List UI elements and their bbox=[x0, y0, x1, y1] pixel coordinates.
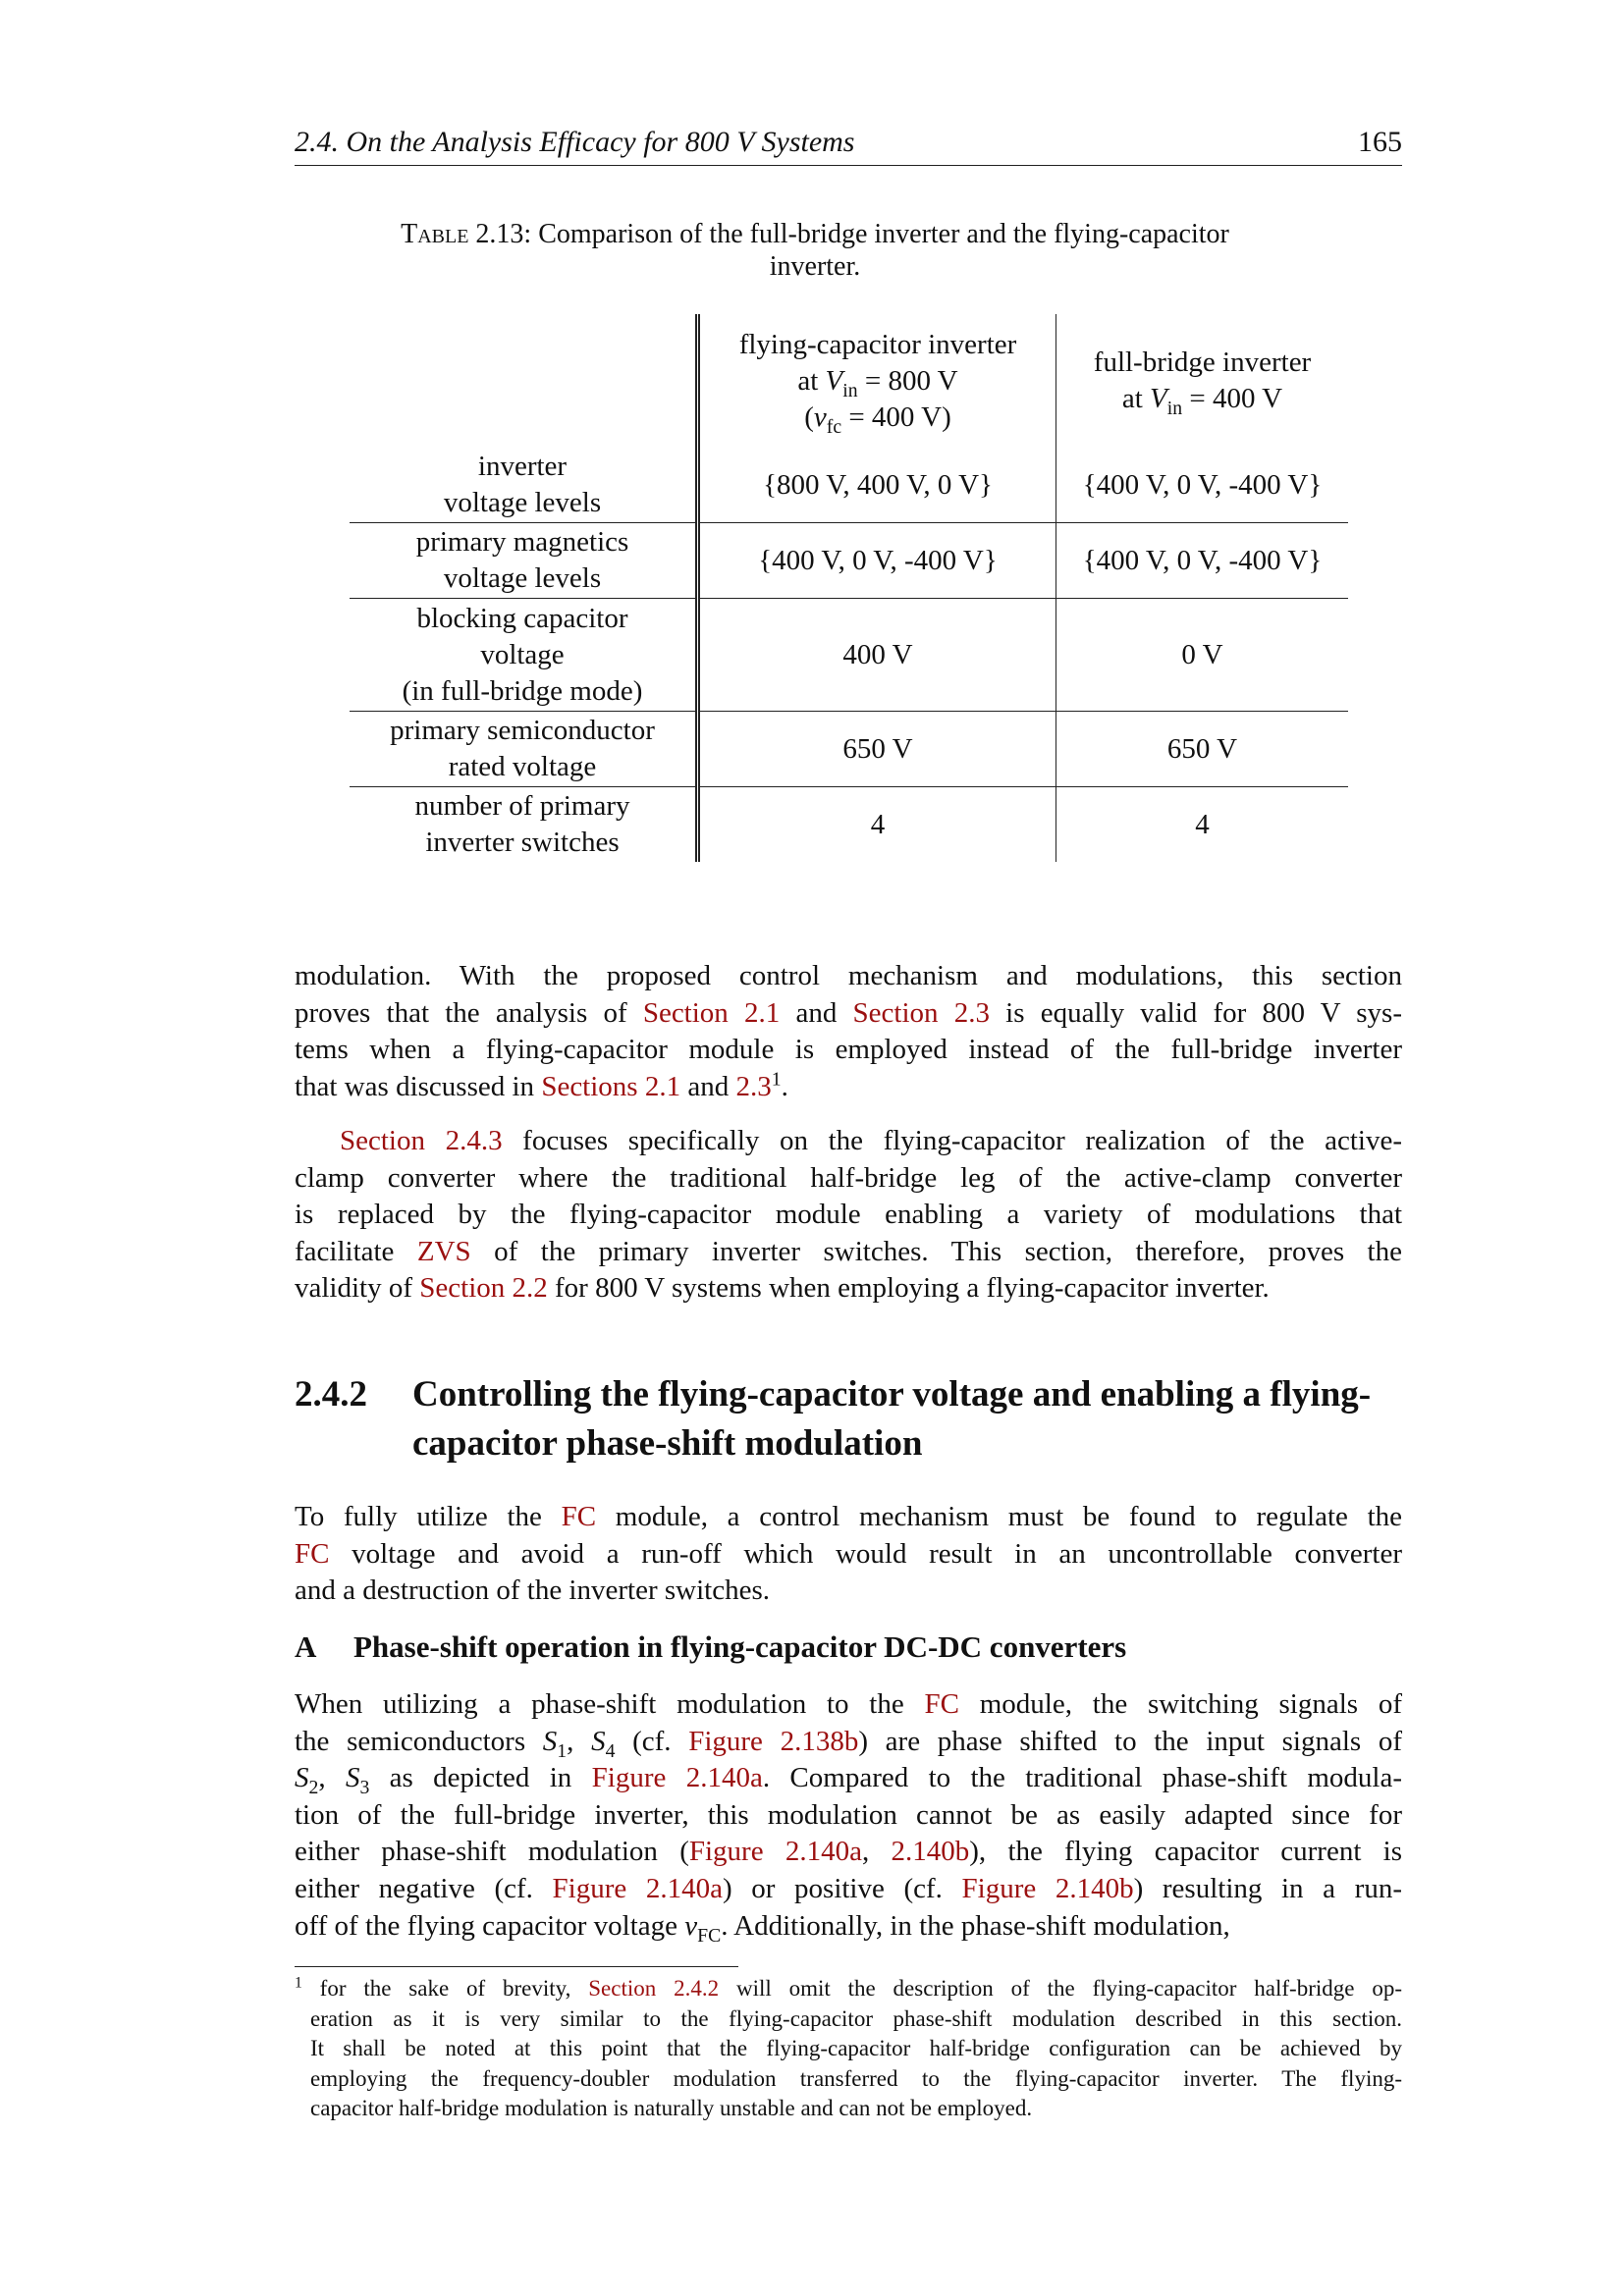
subsection-number: A bbox=[295, 1629, 317, 1664]
cross-reference-link[interactable]: Section 2.4.3 bbox=[340, 1125, 503, 1156]
text-run: validity of bbox=[295, 1272, 420, 1305]
paragraph-3 bbox=[295, 1499, 1402, 1610]
text-run: eration as it is very similar to the flying-capacitor phase-shift modulation described in this section. bbox=[310, 2005, 1402, 2031]
table-header-row bbox=[350, 314, 1348, 448]
text-run: is equally valid for 800 V sys- bbox=[989, 996, 1402, 1029]
text-line bbox=[295, 1032, 1402, 1069]
cross-reference-link[interactable]: ZVS bbox=[416, 1235, 471, 1267]
text-run: is replaced by the flying-capacitor module enabling a variety of modulations that bbox=[295, 1199, 1402, 1231]
text-line bbox=[295, 1573, 1402, 1610]
text-run: facilitate bbox=[295, 1235, 417, 1267]
text-line bbox=[295, 1160, 1402, 1198]
math-symbol: V bbox=[825, 364, 843, 397]
section-title: Controlling the flying-capacitor voltage and enabling a flying-capacitor phase-shift modulation bbox=[412, 1374, 1372, 1464]
math-symbol: S bbox=[345, 1762, 360, 1794]
cross-reference-link[interactable]: Section 2.2 bbox=[419, 1272, 548, 1305]
text-line bbox=[295, 958, 1402, 995]
text-run: clamp converter where the traditional half-bridge leg of the active-clamp converter bbox=[295, 1161, 1402, 1194]
text-run: for 800 V systems when employing a flying-capacitor inverter. bbox=[547, 1272, 1270, 1305]
cell-flying-capacitor: 650 V bbox=[698, 712, 1056, 787]
text-line bbox=[295, 1974, 1402, 2004]
text-run: of the primary inverter switches. This section, therefore, proves the bbox=[470, 1235, 1402, 1267]
text-run: either phase-shift modulation ( bbox=[295, 1836, 689, 1868]
text-run: ( bbox=[804, 400, 814, 433]
text-line bbox=[295, 1234, 1402, 1271]
cell-flying-capacitor: {800 V, 400 V, 0 V} bbox=[698, 448, 1056, 523]
text-run: and bbox=[680, 1070, 736, 1102]
subscript: 2 bbox=[308, 1776, 319, 1798]
subscript: 3 bbox=[359, 1776, 370, 1798]
running-header-title: 2.4. On the Analysis Efficacy for 800 V Systems bbox=[295, 126, 855, 158]
text-line bbox=[295, 1834, 1402, 1871]
cell-full-bridge: {400 V, 0 V, -400 V} bbox=[1056, 523, 1349, 599]
text-line bbox=[295, 1499, 1402, 1536]
text-line bbox=[295, 1871, 1402, 1908]
text-line bbox=[295, 995, 1402, 1033]
subscript: in bbox=[842, 379, 858, 401]
text-line bbox=[295, 1069, 1402, 1106]
text-line bbox=[295, 1536, 1402, 1574]
text-run: ), the flying capacitor current is bbox=[969, 1836, 1402, 1868]
text-run: inverter bbox=[477, 451, 568, 482]
text-line bbox=[295, 2094, 1402, 2124]
text-run: module, the switching signals of bbox=[958, 1688, 1402, 1720]
subscript: in bbox=[1166, 397, 1183, 419]
math-symbol: S bbox=[542, 1725, 558, 1757]
table-caption-text: Comparison of the full-bridge inverter and the flying-capacitor inverter. bbox=[531, 219, 1229, 282]
text-run: primary semiconductor bbox=[390, 715, 655, 746]
subscript: 1 bbox=[557, 1739, 568, 1762]
text-run: for the sake of brevity, bbox=[301, 1976, 589, 2001]
text-run: ) or positive (cf. bbox=[722, 1872, 962, 1904]
cell-flying-capacitor: {400 V, 0 V, -400 V} bbox=[698, 523, 1056, 599]
text-line bbox=[295, 2064, 1402, 2095]
section-number: 2.4.2 bbox=[295, 1374, 367, 1415]
text-run: inverter switches bbox=[425, 827, 620, 858]
paragraph-4 bbox=[295, 1686, 1402, 1945]
superscript: 1 bbox=[295, 1974, 302, 1992]
text-run: at bbox=[797, 364, 826, 397]
table-row bbox=[350, 787, 1348, 863]
row-label bbox=[350, 523, 698, 599]
text-run: = 400 V) bbox=[841, 400, 951, 433]
text-run: When utilizing a phase-shift modulation to the bbox=[295, 1688, 925, 1720]
text-line bbox=[295, 2004, 1402, 2035]
text-run: blocking capacitor bbox=[416, 602, 628, 634]
cross-reference-link[interactable]: FC bbox=[295, 1537, 330, 1570]
math-symbol: V bbox=[1150, 383, 1167, 414]
text-run: will omit the description of the flying-capacitor half-bridge op- bbox=[719, 1976, 1402, 2001]
text-line bbox=[295, 1686, 1402, 1724]
text-run: It shall be noted at this point that the flying-capacitor half-bridge configuration can be achieved by bbox=[310, 2036, 1402, 2060]
text-run: voltage and avoid a run-off which would result in an uncontrollable converter bbox=[329, 1537, 1402, 1570]
cell-flying-capacitor: 4 bbox=[698, 787, 1056, 863]
cross-reference-link[interactable]: Section 2.4.2 bbox=[588, 1976, 720, 2001]
cross-reference-link[interactable]: Figure 2.140a bbox=[591, 1762, 763, 1794]
text-run: the semiconductors bbox=[295, 1725, 543, 1757]
subsection-title: Phase-shift operation in flying-capacitor DC-DC converters bbox=[353, 1629, 1127, 1664]
text-run: tion of the full-bridge inverter, this modulation cannot be as easily adapted since for bbox=[295, 1798, 1402, 1831]
cross-reference-link[interactable]: Section 2.3 bbox=[852, 996, 990, 1029]
text-run: module, a control mechanism must be found to regulate the bbox=[596, 1501, 1402, 1532]
text-run: To fully utilize the bbox=[295, 1501, 562, 1532]
text-run: . bbox=[781, 1070, 788, 1102]
text-run: ) are phase shifted to the input signals of bbox=[858, 1725, 1403, 1757]
table-row bbox=[350, 523, 1348, 599]
text-run: tems when a flying-capacitor module is employed instead of the full-bridge inverter bbox=[295, 1034, 1402, 1066]
text-run: , bbox=[861, 1836, 892, 1868]
header-cell-flying-capacitor bbox=[698, 314, 1056, 448]
cross-reference-link[interactable]: Figure 2.140b bbox=[961, 1872, 1134, 1904]
cross-reference-link[interactable]: Sections 2.1 bbox=[541, 1070, 681, 1102]
text-run: . Additionally, in the phase-shift modulation, bbox=[721, 1909, 1230, 1942]
text-line bbox=[295, 2034, 1402, 2064]
subscript: 4 bbox=[605, 1739, 616, 1762]
text-line bbox=[295, 1760, 1402, 1797]
cross-reference-link[interactable]: Figure 2.140a bbox=[552, 1872, 723, 1904]
text-run: proves that the analysis of bbox=[295, 996, 643, 1029]
subscript: FC bbox=[697, 1924, 722, 1947]
math-symbol: S bbox=[295, 1762, 309, 1794]
text-line bbox=[295, 1123, 1402, 1160]
subscript: fc bbox=[826, 415, 842, 438]
header-cell-empty bbox=[350, 314, 698, 448]
cell-full-bridge: 4 bbox=[1195, 808, 1210, 840]
running-header bbox=[295, 126, 1402, 166]
text-run: and bbox=[780, 996, 853, 1029]
text-run: full-bridge inverter bbox=[1093, 347, 1312, 378]
text-run: . Compared to the traditional phase-shift modula- bbox=[762, 1762, 1402, 1794]
text-run: = 400 V bbox=[1182, 383, 1283, 414]
text-line bbox=[295, 1797, 1402, 1835]
table-row bbox=[350, 599, 1348, 712]
table-caption bbox=[373, 218, 1257, 283]
text-run: (in full-bridge mode) bbox=[402, 674, 643, 707]
cell-flying-capacitor: 400 V bbox=[698, 599, 1056, 712]
text-run: voltage levels bbox=[443, 562, 602, 594]
footnote-rule bbox=[295, 1966, 738, 1967]
cross-reference-link[interactable]: 2.3 bbox=[735, 1070, 772, 1102]
math-symbol: S bbox=[591, 1725, 606, 1757]
text-run: rated voltage bbox=[448, 751, 597, 782]
text-run: and a destruction of the inverter switches. bbox=[295, 1575, 770, 1607]
text-run: capacitor half-bridge modulation is naturally unstable and can not be employed. bbox=[310, 2096, 1033, 2120]
text-run: as depicted in bbox=[369, 1762, 592, 1794]
cross-reference-link[interactable]: Figure 2.140a bbox=[688, 1836, 862, 1868]
text-run: primary magnetics bbox=[415, 526, 629, 558]
cross-reference-link[interactable]: FC bbox=[561, 1501, 597, 1532]
text-run: flying-capacitor inverter bbox=[738, 328, 1017, 360]
cross-reference-link[interactable]: Figure 2.138b bbox=[688, 1725, 859, 1757]
cell-full-bridge: 0 V bbox=[1056, 599, 1349, 712]
math-symbol: v bbox=[684, 1909, 698, 1942]
cell-full-bridge: 650 V bbox=[1056, 712, 1349, 787]
text-line bbox=[295, 1270, 1402, 1308]
cross-reference-link[interactable]: Section 2.1 bbox=[642, 996, 781, 1029]
row-label bbox=[350, 787, 698, 863]
cross-reference-link[interactable]: FC bbox=[924, 1688, 959, 1720]
paragraph-1 bbox=[295, 958, 1402, 1105]
text-run: off of the flying capacitor voltage bbox=[295, 1909, 685, 1942]
superscript: 1 bbox=[771, 1068, 782, 1091]
text-run: either negative (cf. bbox=[295, 1872, 553, 1904]
row-label bbox=[350, 712, 698, 787]
table-row bbox=[350, 712, 1348, 787]
text-run: , bbox=[318, 1762, 346, 1794]
text-run: number of primary bbox=[414, 790, 630, 822]
text-run: that was discussed in bbox=[295, 1070, 542, 1102]
footnote bbox=[295, 1974, 1402, 2124]
paragraph-2 bbox=[295, 1123, 1402, 1308]
text-run: modulation. With the proposed control mechanism and modulations, this section bbox=[295, 960, 1402, 991]
header-cell-full-bridge bbox=[1056, 314, 1349, 448]
cross-reference-link[interactable]: 2.140b bbox=[891, 1836, 970, 1868]
page-number: 165 bbox=[1358, 126, 1402, 158]
text-run: focuses specifically on the flying-capacitor realization of the active- bbox=[502, 1125, 1402, 1156]
comparison-table bbox=[350, 314, 1348, 862]
text-run: (cf. bbox=[615, 1725, 689, 1757]
row-label bbox=[350, 599, 698, 712]
text-line bbox=[295, 1908, 1402, 1946]
text-line bbox=[295, 1724, 1402, 1761]
text-run: ) resulting in a run- bbox=[1133, 1872, 1402, 1904]
text-run: = 800 V bbox=[857, 364, 958, 397]
text-run: voltage bbox=[480, 638, 565, 670]
text-run: at bbox=[1121, 383, 1151, 414]
cell-full-bridge: {400 V, 0 V, -400 V} bbox=[1056, 448, 1349, 523]
math-symbol: v bbox=[813, 400, 827, 433]
table-caption-label: Table 2.13: bbox=[401, 219, 532, 249]
row-label bbox=[350, 448, 698, 523]
text-run: employing the frequency-doubler modulation transferred to the flying-capacitor inverter. The flying- bbox=[310, 2065, 1402, 2091]
table-row bbox=[350, 448, 1348, 523]
text-line bbox=[295, 1197, 1402, 1234]
text-run: , bbox=[567, 1725, 592, 1757]
text-run: voltage levels bbox=[443, 487, 602, 518]
